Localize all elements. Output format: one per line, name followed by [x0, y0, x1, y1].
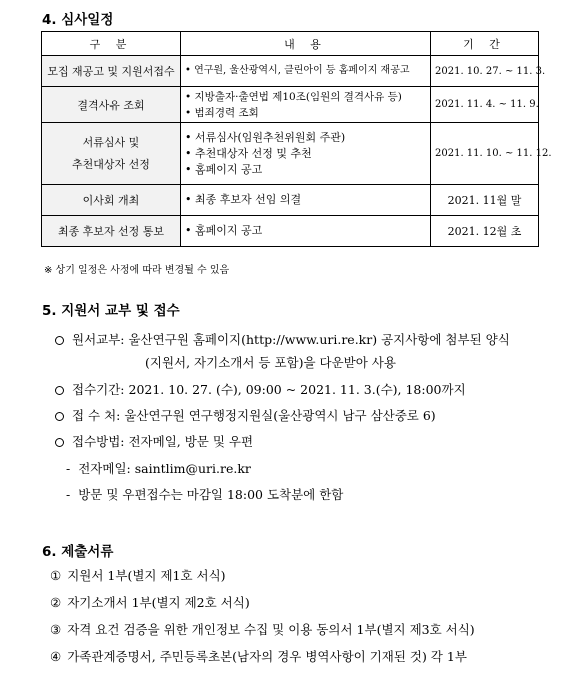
row-content: • 최종 후보자 선임 의결 — [181, 185, 431, 216]
item-number: ② — [50, 595, 62, 610]
row-category: 모집 재공고 및 지원서접수 — [42, 56, 181, 87]
item-number: ③ — [50, 622, 62, 637]
table-row — [42, 56, 539, 87]
row-content: • 서류심사(임원추천위원회 주관) • 추천대상자 선정 및 추천 • 홈페이지 공고 — [181, 123, 431, 185]
list-item-continuation: (지원서, 자기소개서 등 포함)을 다운받아 사용 — [145, 355, 396, 370]
list-item: 접 수 처: 울산연구원 연구행정지원실(울산광역시 남구 삼산중로 6) — [55, 406, 436, 424]
row-content: • 홈페이지 공고 — [181, 216, 431, 247]
table-row — [42, 87, 539, 123]
section-4-title: 4. 심사일정 — [42, 12, 114, 28]
circle-bullet-icon — [55, 412, 64, 421]
list-item: ② 자기소개서 1부(별지 제2호 서식) — [50, 595, 250, 610]
schedule-table — [41, 31, 552, 247]
list-item: 원서교부: 울산연구원 홈페이지(http://www.uri.re.kr) 공지사항에 첨부된 양식 — [55, 330, 510, 348]
list-item: ③ 자격 요건 검증을 위한 개인정보 수집 및 이용 동의서 1부(별지 제3호 서식) — [50, 622, 475, 637]
row-content: • 연구원, 울산광역시, 클린아이 등 홈페이지 재공고 — [181, 56, 431, 87]
item-number: ④ — [50, 649, 62, 664]
circle-bullet-icon — [55, 386, 64, 395]
row-period: 2021. 10. 27. ~ 11. 3. — [431, 56, 539, 87]
table-row — [42, 123, 539, 185]
section-5-title: 5. 지원서 교부 및 접수 — [42, 303, 180, 319]
schedule-note: ※ 상기 일정은 사정에 따라 변경될 수 있음 — [44, 265, 230, 276]
list-item: 접수방법: 전자메일, 방문 및 우편 — [55, 432, 253, 450]
sub-item-email: - 전자메일: saintlim@uri.re.kr — [66, 461, 251, 476]
table-row — [42, 216, 539, 247]
row-period: 2021. 11. 4. ~ 11. 9. — [431, 87, 539, 123]
header-content: 내 용 — [181, 32, 431, 56]
row-category: 서류심사 및 추천대상자 선정 — [42, 123, 181, 185]
row-category: 최종 후보자 선정 통보 — [42, 216, 181, 247]
list-item: 접수기간: 2021. 10. 27. (수), 09:00 ~ 2021. 11. 3.(수), 18:00까지 — [55, 380, 466, 398]
schedule-header-row — [42, 32, 539, 56]
row-period: 2021. 11월 말 — [431, 185, 539, 216]
list-item: ① 지원서 1부(별지 제1호 서식) — [50, 568, 226, 583]
sub-item-visit: - 방문 및 우편접수는 마감일 18:00 도착분에 한함 — [66, 487, 344, 502]
row-period: 2021. 11. 10. ~ 11. 12. — [431, 123, 539, 185]
row-category: 이사회 개최 — [42, 185, 181, 216]
header-category: 구 분 — [42, 32, 181, 56]
dash-icon: - — [66, 461, 71, 476]
list-item: ④ 가족관계증명서, 주민등록초본(남자의 경우 병역사항이 기재된 것) 각 1부 — [50, 649, 467, 664]
row-content: • 지방출자·출연법 제10조(임원의 결격사유 등) • 범죄경력 조회 — [181, 87, 431, 123]
row-category: 결격사유 조회 — [42, 87, 181, 123]
section-6-title: 6. 제출서류 — [42, 544, 114, 560]
dash-icon: - — [66, 487, 71, 502]
circle-bullet-icon — [55, 336, 64, 345]
circle-bullet-icon — [55, 438, 64, 447]
item-number: ① — [50, 568, 62, 583]
row-period: 2021. 12월 초 — [431, 216, 539, 247]
header-period: 기 간 — [431, 32, 539, 56]
table-row — [42, 185, 539, 216]
